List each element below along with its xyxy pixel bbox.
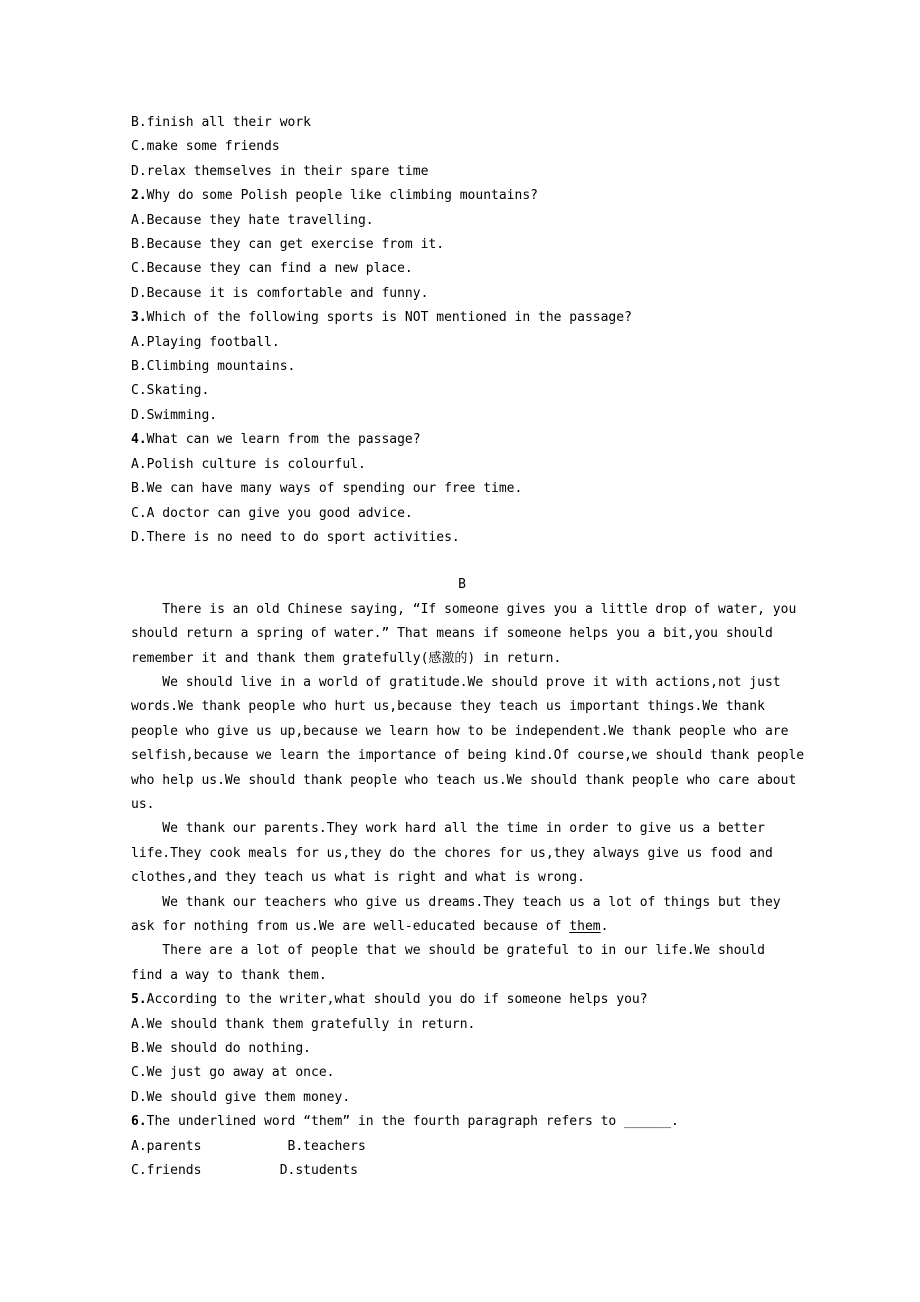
- paragraph-line: [131, 622, 793, 646]
- question-number: 6.: [131, 1114, 147, 1130]
- text-segment: D.We should give them money.: [131, 1089, 351, 1105]
- paragraph-line: [131, 720, 793, 744]
- text-segment: D.Swimming.: [131, 407, 218, 423]
- option-line: [131, 331, 793, 355]
- text-segment: B.finish all their work: [131, 115, 312, 130]
- text-segment: who help us.We should thank people who teach us.We should thank people who care about: [131, 772, 797, 788]
- text-segment: C.Skating.: [131, 383, 210, 399]
- option-line: [131, 282, 793, 306]
- paragraph-line: [131, 769, 797, 793]
- option-line: [131, 1061, 793, 1085]
- text-segment: There are a lot of people that we should be grateful to in our life.We should: [131, 943, 765, 959]
- underlined-word: them: [569, 919, 601, 934]
- text-segment: B.Climbing mountains.: [131, 359, 296, 375]
- text-segment: Why do some Polish people like climbing mountains?: [146, 188, 538, 204]
- text-segment: Which of the following sports is NOT mentioned in the passage?: [146, 310, 632, 326]
- question-line: [131, 184, 793, 208]
- paragraph-line: [131, 817, 793, 841]
- text-segment: C.We just go away at once.: [131, 1065, 335, 1081]
- question-number: 2.: [131, 188, 147, 204]
- text-segment: What can we learn from the passage?: [146, 432, 421, 448]
- text-segment: B.Because they can get exercise from it.: [131, 237, 445, 253]
- question-number: 5.: [131, 992, 147, 1008]
- text-segment: D.Because it is comfortable and funny.: [131, 285, 429, 301]
- text-segment: A.parents B.teachers: [131, 1138, 366, 1154]
- option-line: [131, 160, 793, 184]
- question-line: [131, 428, 793, 452]
- question-number: 3.: [131, 310, 147, 326]
- text-segment: We thank our teachers who give us dreams.They teach us a lot of things but they: [131, 894, 781, 910]
- option-line: [131, 257, 793, 281]
- text-segment: B.We should do nothing.: [131, 1041, 312, 1057]
- text-segment: According to the writer,what should you do if someone helps you?: [146, 992, 648, 1008]
- paragraph-line: [131, 647, 793, 671]
- text-segment: us.: [131, 796, 155, 812]
- option-line: [131, 453, 793, 477]
- question-line: [131, 306, 793, 330]
- question-number: 4.: [131, 432, 147, 448]
- option-line: [131, 379, 793, 403]
- option-line: [131, 502, 793, 526]
- text-segment: B.We can have many ways of spending our free time.: [131, 481, 523, 497]
- paragraph-line: [131, 671, 793, 695]
- option-line: [131, 135, 793, 159]
- text-segment: We thank our parents.They work hard all the time in order to give us a better: [131, 821, 765, 837]
- paragraph-line: [131, 964, 793, 988]
- text-segment: C.make some friends: [131, 139, 280, 155]
- text-segment: find a way to thank them.: [131, 967, 327, 983]
- text-segment: A.We should thank them gratefully in return.: [131, 1016, 476, 1032]
- question-line: [131, 988, 793, 1012]
- text-segment: A.Playing football.: [131, 334, 280, 350]
- text-segment: .: [600, 919, 609, 934]
- option-line: [131, 1135, 793, 1159]
- text-segment: D.There is no need to do sport activities.: [131, 529, 460, 545]
- text-segment: life.They cook meals for us,they do the chores for us,they always give us food and: [131, 845, 773, 861]
- paragraph-line: [131, 939, 793, 963]
- text-segment: people who give us up,because we learn how to be independent.We thank people who are: [131, 723, 789, 739]
- option-line: [131, 111, 793, 135]
- paragraph-line: [131, 793, 793, 817]
- text-segment: C.Because they can find a new place.: [131, 261, 413, 277]
- option-line: [131, 404, 793, 428]
- document-content: [131, 111, 805, 1183]
- text-segment: There is an old Chinese saying, “If someone gives you a little drop of water, you: [131, 601, 797, 617]
- text-segment: clothes,and they teach us what is right and what is wrong.: [131, 870, 585, 886]
- paragraph-line: [131, 915, 793, 939]
- section-header: [131, 573, 793, 597]
- option-line: [131, 477, 793, 501]
- paragraph-line: [131, 891, 793, 915]
- text-segment: We should live in a world of gratitude.We should prove it with actions,not just: [131, 674, 781, 690]
- spacer: [131, 550, 793, 573]
- text-segment: B: [458, 577, 466, 593]
- text-segment: A.Polish culture is colourful.: [131, 456, 366, 472]
- option-line: [131, 355, 793, 379]
- option-line: [131, 1013, 793, 1037]
- text-segment: ask for nothing from us.We are well-educated because of: [131, 919, 570, 934]
- text-segment: C.friends D.students: [131, 1163, 358, 1179]
- text-segment: A.Because they hate travelling.: [131, 212, 374, 228]
- paragraph-line: [131, 598, 797, 622]
- paragraph-line: [131, 842, 793, 866]
- text-segment: selfish,because we learn the importance of being kind.Of course,we should thank people: [131, 748, 805, 764]
- paragraph-line: [131, 744, 805, 768]
- text-segment: D.relax themselves in their spare time: [131, 163, 429, 179]
- paragraph-line: [131, 866, 793, 890]
- text-segment: The underlined word “them” in the fourth paragraph refers to ______.: [146, 1114, 679, 1130]
- option-line: [131, 526, 793, 550]
- option-line: [131, 233, 793, 257]
- option-line: [131, 209, 793, 233]
- text-segment: should return a spring of water.” That means if someone helps you a bit,you should: [131, 626, 773, 642]
- option-line: [131, 1159, 793, 1183]
- question-line: [131, 1110, 793, 1134]
- paragraph-line: [131, 695, 793, 719]
- text-segment: remember it and thank them gratefully(感激的) in return.: [131, 650, 562, 666]
- text-segment: C.A doctor can give you good advice.: [131, 505, 413, 521]
- option-line: [131, 1037, 793, 1061]
- text-segment: words.We thank people who hurt us,because they teach us important things.We thank: [131, 699, 765, 715]
- option-line: [131, 1086, 793, 1110]
